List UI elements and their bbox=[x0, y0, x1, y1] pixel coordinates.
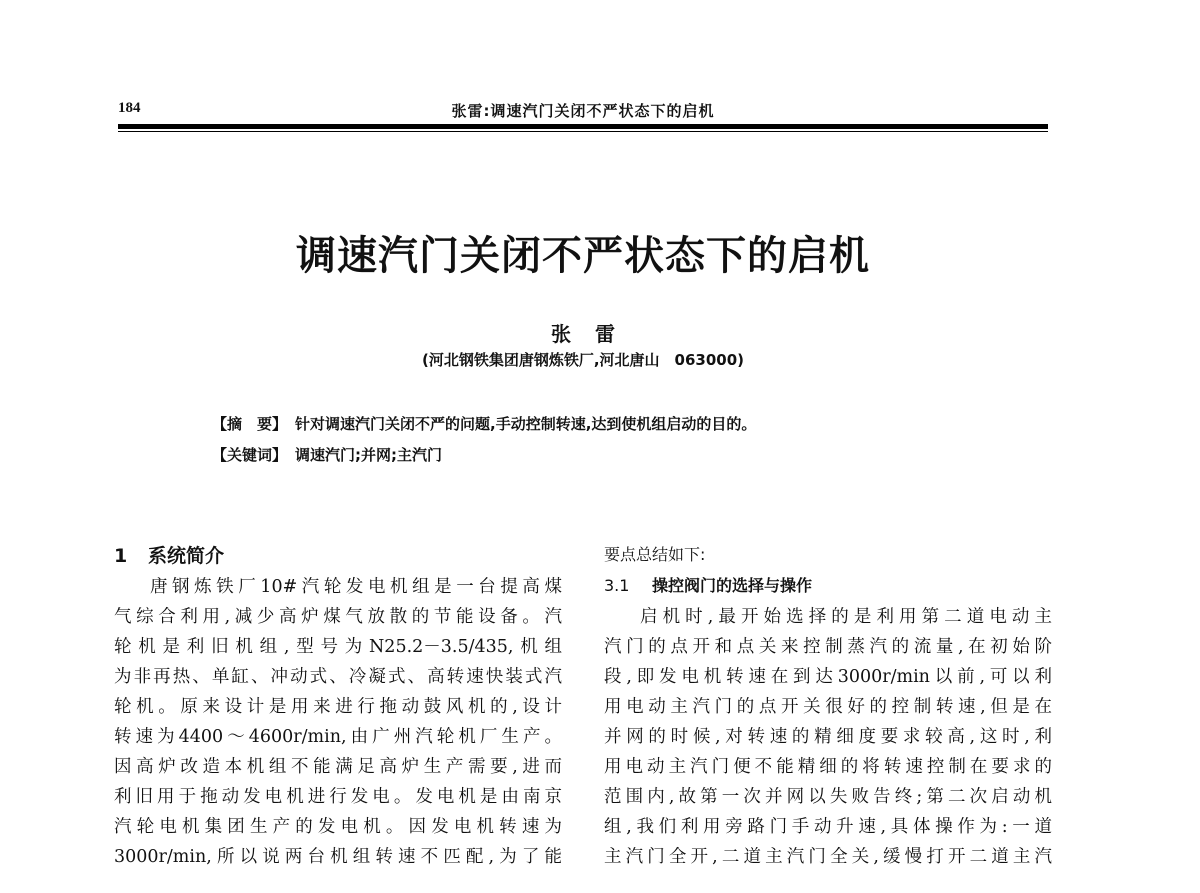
body-line: 主汽门全开,二道主汽门全关,缓慢打开二道主汽 bbox=[604, 847, 1052, 867]
article-title: 调速汽门关闭不严状态下的启机 bbox=[296, 232, 870, 279]
left-column bbox=[114, 540, 562, 872]
header-rule-thin bbox=[118, 131, 1048, 132]
body-line: 转速为4400～4600r/min,由广州汽轮机厂生产。 bbox=[114, 727, 562, 747]
page-number: 184 bbox=[118, 100, 141, 116]
body-line: 为非再热、单缸、冲动式、冷凝式、高转速快装式汽 bbox=[114, 667, 562, 687]
body-line: 唐钢炼铁厂10#汽轮发电机组是一台提高煤 bbox=[150, 577, 562, 597]
section-number: 1 bbox=[114, 545, 128, 567]
body-line: 汽门的点开和点关来控制蒸汽的流量,在初始阶 bbox=[604, 637, 1052, 657]
running-header bbox=[118, 100, 1048, 122]
author-name: 张雷 bbox=[551, 322, 639, 346]
running-title: 张雷:调速汽门关闭不严状态下的启机 bbox=[451, 102, 715, 120]
body-line: 轮机。原来设计是用来进行拖动鼓风机的,设计 bbox=[114, 697, 562, 717]
body-line: 用电动主汽门便不能精细的将转速控制在要求的 bbox=[604, 757, 1052, 777]
abstract-label: 【摘 要】 bbox=[212, 415, 288, 433]
abstract-text: 针对调速汽门关闭不严的问题,手动控制转速,达到使机组启动的目的。 bbox=[295, 415, 757, 433]
body-line: 3000r/min,所以说两台机组转速不匹配,为了能 bbox=[114, 847, 562, 867]
keywords-label: 【关键词】 bbox=[212, 446, 288, 464]
body-line: 因高炉改造本机组不能满足高炉生产需要,进而 bbox=[114, 757, 562, 777]
body-line: 启机时,最开始选择的是利用第二道电动主 bbox=[640, 607, 1052, 627]
section-title: 系统简介 bbox=[148, 545, 225, 567]
author-affiliation: (河北钢铁集团唐钢炼铁厂,河北唐山 063000) bbox=[421, 351, 745, 369]
keywords bbox=[212, 444, 442, 465]
body-line: 利旧用于拖动发电机进行发电。发电机是由南京 bbox=[114, 787, 562, 807]
abstract bbox=[212, 413, 756, 434]
body-line: 用电动主汽门的点开关很好的控制转速,但是在 bbox=[604, 697, 1052, 717]
subsection-title: 操控阀门的选择与操作 bbox=[652, 576, 813, 595]
body-line: 气综合利用,减少高炉煤气放散的节能设备。汽 bbox=[114, 607, 562, 627]
keywords-text: 调速汽门;并网;主汽门 bbox=[295, 446, 443, 464]
body-line: 范围内,故第一次并网以失败告终;第二次启动机 bbox=[604, 787, 1052, 807]
body-line: 并网的时候,对转速的精细度要求较高,这时,利 bbox=[604, 727, 1052, 747]
section-heading bbox=[114, 540, 562, 572]
subsection-heading bbox=[604, 570, 1052, 602]
body-line: 组,我们利用旁路门手动升速,具体操作为:一道 bbox=[604, 817, 1052, 837]
body-line: 轮机是利旧机组,型号为N25.2－3.5/435,机组 bbox=[114, 637, 562, 657]
subsection-number: 3.1 bbox=[604, 576, 630, 595]
body-line: 汽轮电机集团生产的发电机。因发电机转速为 bbox=[114, 817, 562, 837]
right-column bbox=[604, 540, 1052, 872]
header-rule-thick bbox=[118, 124, 1048, 129]
lead-text: 要点总结如下: bbox=[604, 545, 706, 564]
body-line: 段,即发电机转速在到达3000r/min以前,可以利 bbox=[604, 667, 1052, 687]
